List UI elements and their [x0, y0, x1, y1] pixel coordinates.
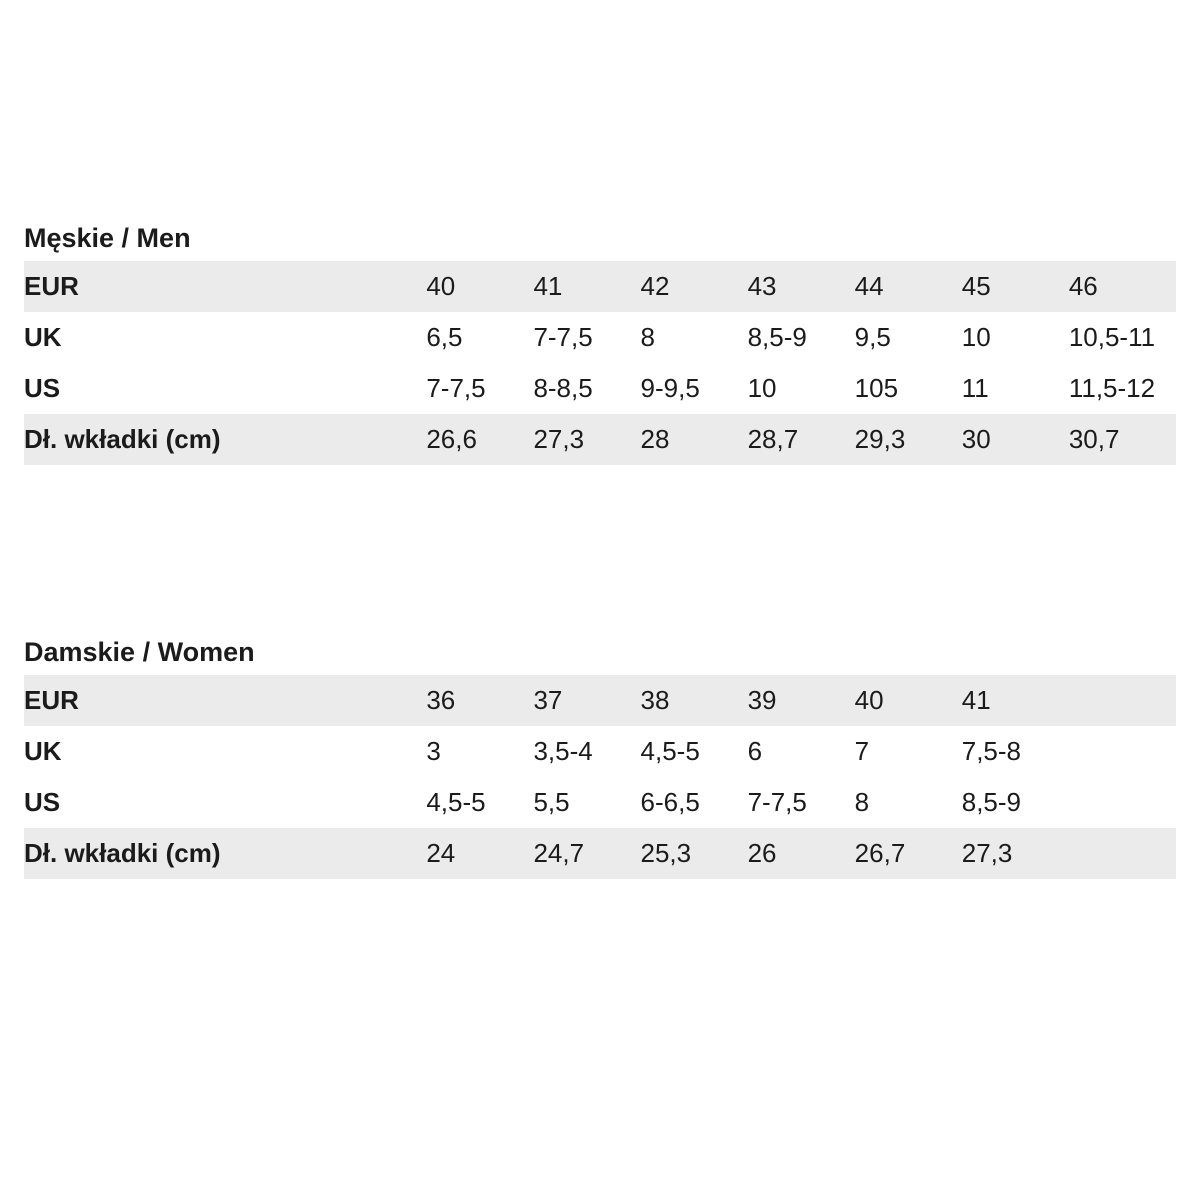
row-value: 7,5-8 [961, 736, 1022, 766]
row-value: 41 [533, 261, 640, 312]
row-value: 7-7,5 [533, 322, 593, 352]
table-row [24, 414, 1176, 465]
row-value: 7-7,5 [747, 787, 807, 817]
row-value: 30 [962, 414, 1069, 465]
row-value: 3 [426, 736, 441, 766]
row-value: 6-6,5 [640, 787, 700, 817]
row-value: 46 [1069, 261, 1176, 312]
row-value: 45 [962, 261, 1069, 312]
row-value: 105 [854, 373, 899, 403]
row-label: EUR [24, 675, 424, 726]
row-label: EUR [24, 261, 424, 312]
row-value: 26,6 [424, 414, 533, 465]
size-table-men-title: Męskie / Men [24, 223, 191, 253]
size-table-men-grid [24, 261, 1176, 465]
row-value: 40 [855, 675, 962, 726]
size-table-men [24, 222, 1176, 465]
row-value: 27,3 [962, 828, 1069, 879]
table-row [24, 261, 1176, 312]
table-row [24, 675, 1176, 726]
row-value: 6 [747, 736, 763, 766]
row-value: 8-8,5 [533, 373, 593, 403]
row-value: 39 [748, 675, 855, 726]
size-table-women-title: Damskie / Women [24, 637, 255, 667]
row-value [1069, 828, 1176, 879]
row-value: 28 [641, 414, 748, 465]
row-label: UK [24, 322, 62, 352]
row-value: 28,7 [748, 414, 855, 465]
row-value: 24 [424, 828, 533, 879]
row-value: 11 [961, 373, 989, 403]
table-row [24, 312, 1176, 363]
table-row [24, 777, 1176, 828]
row-value: 38 [641, 675, 748, 726]
row-value: 10,5-11 [1068, 322, 1156, 352]
row-value: 36 [424, 675, 533, 726]
row-value: 25,3 [641, 828, 748, 879]
row-label: US [24, 787, 61, 817]
row-value: 8 [854, 787, 870, 817]
row-value: 5,5 [533, 787, 570, 817]
table-row [24, 363, 1176, 414]
row-value: 9-9,5 [640, 373, 700, 403]
row-value: 26 [748, 828, 855, 879]
row-value [1069, 675, 1176, 726]
row-value [1069, 726, 1176, 777]
row-value: 41 [962, 675, 1069, 726]
row-label: UK [24, 736, 62, 766]
row-value: 9,5 [854, 322, 891, 352]
size-table-women-grid [24, 675, 1176, 879]
row-value: 24,7 [533, 828, 640, 879]
row-value: 40 [424, 261, 533, 312]
row-value: 8 [640, 322, 655, 352]
row-value: 30,7 [1069, 414, 1176, 465]
table-row [24, 726, 1176, 777]
row-value: 7 [854, 736, 870, 766]
row-value: 26,7 [855, 828, 962, 879]
row-value: 8,5-9 [747, 322, 807, 352]
table-row [24, 828, 1176, 879]
size-table-women [24, 636, 1176, 879]
row-value: 10 [961, 322, 991, 352]
row-value: 4,5-5 [426, 787, 486, 817]
row-label: Dł. wkładki (cm) [24, 414, 424, 465]
row-value: 27,3 [533, 414, 640, 465]
row-value: 43 [748, 261, 855, 312]
row-value [1069, 777, 1176, 828]
row-label: Dł. wkładki (cm) [24, 828, 424, 879]
row-value: 4,5-5 [640, 736, 700, 766]
row-value: 29,3 [855, 414, 962, 465]
row-value: 10 [747, 373, 777, 403]
row-value: 44 [855, 261, 962, 312]
row-value: 37 [533, 675, 640, 726]
row-value: 3,5-4 [533, 736, 593, 766]
row-value: 11,5-12 [1068, 373, 1156, 403]
row-label: US [24, 373, 61, 403]
row-value: 7-7,5 [426, 373, 486, 403]
row-value: 8,5-9 [961, 787, 1022, 817]
row-value: 42 [641, 261, 748, 312]
row-value: 6,5 [426, 322, 463, 352]
